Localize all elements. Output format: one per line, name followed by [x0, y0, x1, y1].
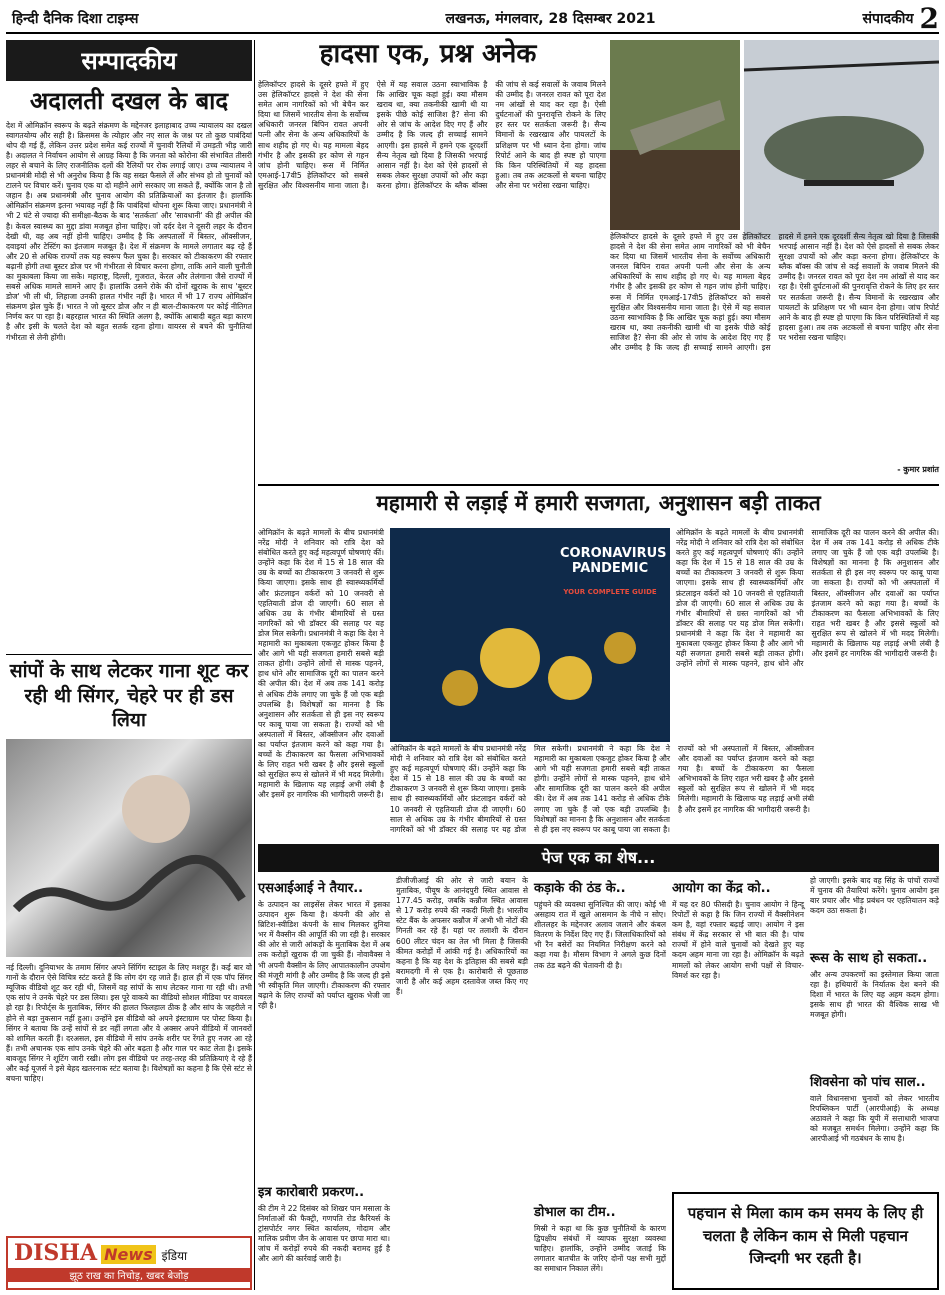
helicopter-byline: - कुमार प्रशांत [897, 465, 939, 474]
section-label-wrap [789, 2, 939, 35]
sii-body: के उत्पादन का लाइसेंस लेकर भारत में इसका उत्पादन शुरू किया है। कंपनी की ओर से ब्रिटिश-स्वीडिश कंपनी के साथ मिलकर दुनिया भर में वैक्सीन की आपूर्ति की जा रही है। सरकार की ओर से जारी आंकड़ों के मुताबिक देश में अब तक करोड़ों खुराक दी जा चुकी हैं। नोवावैक्स ने भी अपनी वैक्सीन के लिए आपातकालीन उपयोग की मंजूरी मांगी है और उम्मीद है कि जल्द ही इसे भी स्वीकृति मिल जाएगी। टीकाकरण की रफ्तार बढ़ाने के लिए राज्यों को पर्याप्त खुराक भेजी जा रही है। [258, 900, 390, 1010]
commission-title: आयोग का केंद्र को.. [672, 881, 771, 896]
editorial-body: देश में ओमिक्रॉन स्वरूप के बढ़ते संक्रमण के मद्देनजर इलाहाबाद उच्च न्यायालय का दखल स्वागतयोग्य और सही है। क्रिसमस के त्योहार और नए साल के जश्न पर तो कुछ पाबंदियां थोप दी गई हैं, लेकिन उत्तर प्रदेश समेत कई राज्यों में चुनावी रैलियों में उमड़ती भीड़ जारी है। अदालत ने निर्वाचन आयोग से आग्रह किया है कि जनता को कोरोना की संभावित तीसरी लहर से बचाने के लिए राजनीतिक दलों की रैलियों पर रोक लगाई जाए। उच्च न्यायालय ने प्रधानमंत्री मोदी से भी अनुरोध किया है कि वह सख्त फैसले लें और संभव हो तो चुनावों को टालने पर विचार करें। चुनाव एक या दो महीने आगे सरकाए जा सकते हैं, क्योंकि जान है तो जहान है। अब प्रधानमंत्री और चुनाव आयोग की प्रतिक्रियाओं का इंतजार है। हालांकि ओमिक्रॉन संक्रमण इतना भयावह नहीं है कि पाबंदियां थोपना शुरू किया जाए। प्रधानमंत्री ने भी 2 घंटे से ज्यादा की समीक्षा-बैठक के बाद 'सतर्कता' और 'सावधानी' की ही अपील की है। केवल स्वास्थ्य का मुद्दा डांवा मजबूत होना चाहिए। जो दर्दर देश ने दूसरी लहर के दौरान देखी थी, वह अब नहीं होनी चाहिए। उम्मीद है कि अस्पतालों में बिस्तर, ऑक्सीजन, दवाइयां और टेस्टिंग का इंतजाम मजबूत है। देश में संक्रमण के मामले लगातार बढ़ रहे हैं और 20 से अधिक राज्यों तक यह स्वरूप फैल चुका है। सरकार को टीकाकरण की रफ्तार बढ़ानी होगी तथा बूस्टर डोज पर भी गंभीरता से विचार करना होगा, ताकि आने वाली चुनौती का मुकाबला किया जा सके। महाराष्ट्र, दिल्ली, गुजरात, केरल और तेलंगाना जैसे राज्यों में सबसे अधिक मामले सामने आए हैं। हालांकि उसने रोके की दोनों खुराक के साथ 'बूस्टर डोज' भी ली थी, लिहाजा उनकी हालत गंभीर नहीं है। भारत में भी 17 राज्य ओमिक्रॉन संक्रमण झेल चुके हैं। भारत ने जो बूस्टर डोज और न ही बाल-टीकाकरण पर कोई नीतिगत निर्णय कर पा रहा है। बहरहाल भारत की स्थिति अलग है, क्योंकि आबादी बहुत बड़ा कारण है और इसी के चलते देश को बहुत सतर्क रहना होगा। वायरस से बचने की चुनौतियां गंभीरता से लेनी होंगी। [6, 120, 252, 342]
russia-body: और अन्य उपकरणों का इस्तेमाल किया जाता रहा है। हथियारों के निर्यातक देश बनने की दिशा में भारत के लिए यह अहम कदम होगा। इसके साथ ही भारत की वैश्विक साख भी मजबूत होगी। [810, 970, 939, 1020]
snake-icon [6, 739, 252, 957]
editorial-section [6, 40, 252, 652]
pandemic-headline: महामारी से लड़ाई में हमारी सजगता, अनुशासन बड़ी ताकत [376, 490, 821, 515]
logo-tagline: झूठ राख का निचोड़, खबर बेजोड़ [8, 1268, 250, 1282]
logo-brand: DISHA [14, 1240, 98, 1266]
editorial-banner: सम्पादकीय [6, 40, 252, 81]
commission-body: में यह दर 80 फीसदी है। चुनाव आयोग ने हिन्दू रिपोर्टों से कहा है कि जिन राज्यों में वैक्सीनेशन कम है, वहां रफ्तार बढ़ाई जाए। आयोग ने इस संबंध में केंद्र सरकार से भी बात की है। पांच राज्यों में होने वाले चुनावों को देखते हुए यह कदम अहम माना जा रहा है। ओमिक्रॉन के बढ़ते मामलों को लेकर आयोग सभी पक्षों से विचार-विमर्श कर रहा है। [672, 900, 804, 980]
helicopter-headline: हादसा एक, प्रश्न अनेक [319, 39, 537, 69]
column-divider [254, 40, 255, 1290]
pandemic-body-3: ओमिक्रॉन के बढ़ते मामलों के बीच प्रधानमंत्री नरेंद्र मोदी ने शनिवार को रात्रि देश को संबोधित करते हुए कई महत्वपूर्ण घोषणाएं कीं। उन्होंने कहा कि देश में 15 से 18 साल की उम्र के बच्चों का टीकाकरण 3 जनवरी से शुरू किया जाएगा। इसके साथ ही स्वास्थ्यकर्मियों और फ्रंटलाइन वर्करों को 10 जनवरी से एहतियाती डोज दी जाएगी। 60 साल से अधिक उम्र के गंभीर बीमारियों से ग्रस्त नागरिकों को भी डॉक्टर की सलाह पर यह डोज मिल सकेगी। प्रधानमंत्री ने कहा कि देश ने महामारी का मुकाबला एकजुट होकर किया है और आगे भी यही सजगता हमारी सबसे बड़ी ताकत होगी। उन्होंने लोगों से मास्क पहनने, हाथ धोने और सामाजिक दूरी का पालन करने की अपील की। देश में अब तक 141 करोड़ से अधिक टीके लगाए जा चुके हैं जो एक बड़ी उपलब्धि है। विशेषज्ञों का मानना है कि अनुशासन और सतर्कता से ही इस नए स्वरूप पर काबू पाया जा सकता है। राज्यों को भी अस्पतालों में बिस्तर, ऑक्सीजन और दवाओं का पर्याप्त इंतजाम करने को कहा गया है। बच्चों के टीकाकरण का फैसला अभिभावकों के लिए राहत भरी खबर है और इससे स्कूलों को सुरक्षित रूप से खोलने में भी मदद मिलेगी। महामारी के खिलाफ यह लड़ाई अभी लंबी है और इसमें हर नागरिक की भागीदारी जरूरी है। [676, 528, 939, 669]
shivsena-body: वाले विधानसभा चुनावों को लेकर भारतीय रिपब्लिकन पार्टी (आरपीआई) के अध्यक्ष अठावले ने कहा कि यूपी में सत्ताधारी भाजपा को मजबूत समर्थन मिलेगा। उन्होंने कहा कि आरपीआई भी गठबंधन के साथ है। [810, 1094, 939, 1144]
helicopter-body-cont: हेलिकॉप्टर हादसे के दूसरे हफ्ते में हुए उस हेलिकॉप्टर हादसे ने देश की सेना समेत आम नागरिकों को भी बेचैन कर दिया था जिसमें भारतीय सेना के सर्वोच्च अधिकारी जनरल बिपिन रावत अपनी पत्नी और सेना के अन्य अधिकारियों के साथ शहीद हो गए थे। यह मामला बेहद गंभीर है और इसकी हर कोण से गहन जांच होनी चाहिए। रूस में निर्मित एमआई-17वी5 हेलिकॉप्टर को सबसे सुरक्षित और विश्वसनीय माना जाता है। ऐसे में यह सवाल उठना स्वाभाविक है कि आखिर चूक कहां हुई। क्या मौसम खराब था, क्या तकनीकी खामी थी या इसके पीछे कोई साजिश है? सेना की ओर से जांच के आदेश दिए गए हैं और उम्मीद है कि जल्द ही सच्चाई सामने आएगी। इस हादसे में हमने एक दूरदर्शी सैन्य नेतृत्व खो दिया है जिसकी भरपाई आसान नहीं है। देश को ऐसे हादसों से सबक लेकर सुरक्षा उपायों को और कड़ा करना होगा। हेलिकॉप्टर के ब्लैक बॉक्स की जांच से कई सवालों के जवाब मिलने की उम्मीद है। जनरल रावत को पूरा देश नम आंखों से याद कर रहा है। ऐसी दुर्घटनाओं की पुनरावृत्ति रोकने के लिए हर स्तर पर सतर्कता जरूरी है। सैन्य विमानों के रखरखाव और पायलटों के प्रशिक्षण पर भी ध्यान देना होगा। जांच रिपोर्ट आने के बाद ही स्पष्ट हो पाएगा कि किन परिस्थितियों में यह हादसा हुआ। तब तक अटकलों से बचना चाहिए और सेना पर भरोसा रखना चाहिए। [610, 232, 939, 353]
snake-story [6, 654, 252, 1234]
singer-photo [6, 739, 252, 957]
perfume-title: इत्र कारोबारी प्रकरण.. [258, 1185, 365, 1200]
virus-image [390, 528, 670, 742]
helicopter-body-a [258, 80, 606, 480]
page-number: 2 [919, 1, 939, 35]
helicopter-body: हेलिकॉप्टर हादसे के दूसरे हफ्ते में हुए उस हेलिकॉप्टर हादसे ने देश की सेना समेत आम नागरिकों को भी बेचैन कर दिया था जिसमें भारतीय सेना के सर्वोच्च अधिकारी जनरल बिपिन रावत अपनी पत्नी और सेना के अन्य अधिकारियों के साथ शहीद हो गए थे। यह मामला बेहद गंभीर है और इसकी हर कोण से गहन जांच होनी चाहिए। रूस में निर्मित एमआई-17वी5 हेलिकॉप्टर को सबसे सुरक्षित और विश्वसनीय माना जाता है। ऐसे में यह सवाल उठना स्वाभाविक है कि आखिर चूक कहां हुई। क्या मौसम खराब था, क्या तकनीकी खामी थी या इसके पीछे कोई साजिश है? सेना की ओर से जांच के आदेश दिए गए हैं और उम्मीद है कि जल्द ही सच्चाई सामने आएगी। इस हादसे में हमने एक दूरदर्शी सैन्य नेतृत्व खो दिया है जिसकी भरपाई आसान नहीं है। देश को ऐसे हादसों से सबक लेकर सुरक्षा उपायों को और कड़ा करना होगा। हेलिकॉप्टर के ब्लैक बॉक्स की जांच से कई सवालों के जवाब मिलने की उम्मीद है। जनरल रावत को पूरा देश नम आंखों से याद कर रहा है। ऐसी दुर्घटनाओं की पुनरावृत्ति रोकने के लिए हर स्तर पर सतर्कता जरूरी है। सैन्य विमानों के रखरखाव और पायलटों के प्रशिक्षण पर भी ध्यान देना होगा। जांच रिपोर्ट आने के बाद ही स्पष्ट हो पाएगा कि किन परिस्थितियों में यह हादसा हुआ। तब तक अटकलों से बचना चाहिए और सेना पर भरोसा रखना चाहिए। [258, 80, 606, 190]
disha-news-logo [6, 1236, 252, 1290]
crash-site-photo [610, 40, 740, 230]
continued-banner: पेज एक का शेष... [258, 844, 939, 872]
section-label: संपादकीय [862, 10, 914, 27]
cold-body: पहुंचने की व्यवस्था सुनिश्चित की जाए। कोई भी असहाय रात में खुले आसमान के नीचे न सोए। शीतलहर के मद्देनजर अलाव जलाने और कंबल वितरण के निर्देश दिए गए हैं। जिलाधिकारियों को भी रैन बसेरों का नियमित निरीक्षण करने को कहा गया है। मौसम विभाग ने अगले कुछ दिनों तक ठंड बढ़ने की चेतावनी दी है। [534, 900, 666, 970]
quote-box: पहचान से मिला काम कम समय के लिए ही चलता है लेकिन काम से मिली पहचान जिन्दगी भर रहती है। [672, 1192, 939, 1290]
paper-name: हिन्दी दैनिक दिशा टाइम्स [12, 10, 139, 27]
helicopter-photo [744, 40, 939, 240]
virus-subtitle: YOUR COMPLETE GUIDE [563, 588, 657, 596]
shivsena-title: शिवसेना को पांच साल.. [810, 1075, 926, 1090]
russia-title: रूस के साथ हो सकता.. [810, 951, 928, 966]
pandemic-col1 [258, 528, 384, 840]
sii-title: एसआईआई ने तैयार.. [258, 881, 364, 896]
snake-body: नई दिल्ली। दुनियाभर के तमाम सिंगर अपने सिंगिंग स्टाइल के लिए मशहूर हैं। कई बार वो गानों के दौरान ऐसे विचित्र स्टंट करते हैं कि लोग दंग रह जाते हैं। हाल ही में एक पॉप सिंगर म्यूजिक वीडियो शूट कर रही थी, जिसमें वह सांपों के साथ लेटकर गाना गा रही थी। तभी एक सांप ने उनके चेहरे पर डस लिया। इस पूरे वाकये का वीडियो सोशल मीडिया पर वायरल हो रहा है। रिपोर्ट्स के मुताबिक, सिंगर की हालत फिलहाल ठीक है और सांप के जहरीले न होने से बड़ा नुकसान नहीं हुआ। उन्होंने इस वीडियो को अपने इंस्टाग्राम पर पोस्ट किया है। सिंगर ने बताया कि उन्हें सांपों से डर नहीं लगता और वे अक्सर अपने वीडियो में जानवरों को शामिल करती हैं। दरअसल, इस वीडियो में सांप उनके शरीर पर रेंगते हुए नजर आ रहे हैं। तभी अचानक एक सांप उनके चेहरे की ओर बढ़ता है और गाल पर काट लेता है। इसके बावजूद सिंगर ने शूटिंग जारी रखी। लोग इस वीडियो पर तरह-तरह की प्रतिक्रियाएं दे रहे हैं और कई यूजर्स ने इसे बेहद खतरनाक स्टंट बताया है। विशेषज्ञों का कहना है कि ऐसे स्टंट से बचना चाहिए। [6, 963, 252, 1084]
snake-headline: सांपों के साथ लेटकर गाना शूट कर रही थी सिंगर, चेहरे पर ही डस लिया [9, 660, 249, 732]
logo-sub: इंडिया [161, 1249, 188, 1263]
pandemic-body-2: ओमिक्रॉन के बढ़ते मामलों के बीच प्रधानमंत्री नरेंद्र मोदी ने शनिवार को रात्रि देश को संबोधित करते हुए कई महत्वपूर्ण घोषणाएं कीं। उन्होंने कहा कि देश में 15 से 18 साल की उम्र के बच्चों का टीकाकरण 3 जनवरी से शुरू किया जाएगा। इसके साथ ही स्वास्थ्यकर्मियों और फ्रंटलाइन वर्करों को 10 जनवरी से एहतियाती डोज दी जाएगी। 60 साल से अधिक उम्र के गंभीर बीमारियों से ग्रस्त नागरिकों को भी डॉक्टर की सलाह पर यह डोज मिल सकेगी। प्रधानमंत्री ने कहा कि देश ने महामारी का मुकाबला एकजुट होकर किया है और आगे भी यही सजगता हमारी सबसे बड़ी ताकत होगी। उन्होंने लोगों से मास्क पहनने, हाथ धोने और सामाजिक दूरी का पालन करने की अपील की। देश में अब तक 141 करोड़ से अधिक टीके लगाए जा चुके हैं जो एक बड़ी उपलब्धि है। विशेषज्ञों का मानना है कि अनुशासन और सतर्कता से ही इस नए स्वरूप पर काबू पाया जा सकता है। राज्यों को भी अस्पतालों में बिस्तर, ऑक्सीजन और दवाओं का पर्याप्त इंतजाम करने को कहा गया है। बच्चों के टीकाकरण का फैसला अभिभावकों के लिए राहत भरी खबर है और इससे स्कूलों को सुरक्षित रूप से खोलने में भी मदद मिलेगी। महामारी के खिलाफ यह लड़ाई अभी लंबी है और इसमें हर नागरिक की भागीदारी जरूरी है। [390, 744, 814, 834]
editorial-headline: अदालती दखल के बाद [29, 86, 229, 115]
dateline: लखनऊ, मंगलवार, 28 दिसम्बर 2021 [445, 10, 656, 27]
pandemic-col3 [676, 528, 939, 842]
doval-title: डोभाल का टीम.. [534, 1205, 616, 1220]
continued-col5 [810, 876, 939, 1186]
continued-col2 [396, 876, 528, 1290]
virus-title: CORONAVIRUS PANDEMIC [560, 546, 667, 576]
logo-news: News [101, 1245, 156, 1264]
doval-body: मिस्री ने कहा था कि कुछ चुनौतियों के कारण द्विपक्षीय संबंधों में व्यापक सुरक्षा व्यवस्था चाहिए। हालांकि, उन्होंने उम्मीद जताई कि लगातार बातचीत के जरिए दोनों पक्ष सभी मुद्दों का समाधान निकाल लेंगे। [534, 1224, 666, 1274]
continued-col3 [534, 876, 666, 1290]
cold-title: कड़ाके की ठंड के.. [534, 881, 626, 896]
continued-col1 [258, 876, 390, 1290]
raid-body: डीजीजीआई की ओर से जारी बयान के मुताबिक, पीयूष के आनंदपुरी स्थित आवास से 177.45 करोड़, जबकि कन्नौज स्थित आवास से 17 करोड़ रुपये की नकदी मिली है। भारतीय स्टेट बैंक के अफसर कन्नौज में अभी भी नोटों की गिनती कर रहे हैं। यहां पर तलाशी के दौरान 600 लीटर चंदन का तेल भी मिला है जिसकी कीमत करोड़ों में आंकी गई है। अधिकारियों का कहना है कि यह देश के इतिहास की सबसे बड़ी बरामदगी में से एक है। कारोबारी से पूछताछ जारी है और कई अहम दस्तावेज जब्त किए गए हैं। [396, 876, 528, 997]
pandemic-col2 [390, 744, 814, 842]
pandemic-body: ओमिक्रॉन के बढ़ते मामलों के बीच प्रधानमंत्री नरेंद्र मोदी ने शनिवार को रात्रि देश को संबोधित करते हुए कई महत्वपूर्ण घोषणाएं कीं। उन्होंने कहा कि देश में 15 से 18 साल की उम्र के बच्चों का टीकाकरण 3 जनवरी से शुरू किया जाएगा। इसके साथ ही स्वास्थ्यकर्मियों और फ्रंटलाइन वर्करों को 10 जनवरी से एहतियाती डोज दी जाएगी। 60 साल से अधिक उम्र के गंभीर बीमारियों से ग्रस्त नागरिकों को भी डॉक्टर की सलाह पर यह डोज मिल सकेगी। प्रधानमंत्री ने कहा कि देश ने महामारी का मुकाबला एकजुट होकर किया है और आगे भी यही सजगता हमारी सबसे बड़ी ताकत होगी। उन्होंने लोगों से मास्क पहनने, हाथ धोने और सामाजिक दूरी का पालन करने की अपील की। देश में अब तक 141 करोड़ से अधिक टीके लगाए जा चुके हैं जो एक बड़ी उपलब्धि है। विशेषज्ञों का मानना है कि अनुशासन और सतर्कता से ही इस नए स्वरूप पर काबू पाया जा सकता है। राज्यों को भी अस्पतालों में बिस्तर, ऑक्सीजन और दवाओं का पर्याप्त इंतजाम करने को कहा गया है। बच्चों के टीकाकरण का फैसला अभिभावकों के लिए राहत भरी खबर है और इससे स्कूलों को सुरक्षित रूप से खोलने में भी मदद मिलेगी। महामारी के खिलाफ यह लड़ाई अभी लंबी है और इसमें हर नागरिक की भागीदारी जरूरी है। [258, 528, 384, 800]
pandemic-headline-wrap [258, 484, 939, 524]
masthead [6, 1, 939, 35]
election-body: हो जाएगी। इसके बाद वह सिंह के पांचों राज्यों में चुनाव की तैयारियां करेंगे। चुनाव आयोग इस बार प्रचार और भीड़ प्रबंधन पर एहतियातन कड़े कदम उठा सकता है। [810, 876, 939, 916]
crash-icon [610, 40, 740, 230]
helicopter-headline-wrap [258, 40, 598, 76]
helicopter-icon [744, 40, 939, 240]
perfume-body: की टीम ने 22 दिसंबर को शिखर पान मसाला के निर्माताओं की फैक्ट्री, गणपति रोड कैरियर्स के ट्रांसपोर्टर नगर स्थित कार्यालय, गोदाम और मालिक प्रवीण जैन के आवास पर छापा मारा था। जांच में करोड़ों रुपये की नकदी बरामद हुई है और आगे की कार्रवाई जारी है। [258, 1204, 390, 1264]
helicopter-body-b [610, 232, 939, 480]
